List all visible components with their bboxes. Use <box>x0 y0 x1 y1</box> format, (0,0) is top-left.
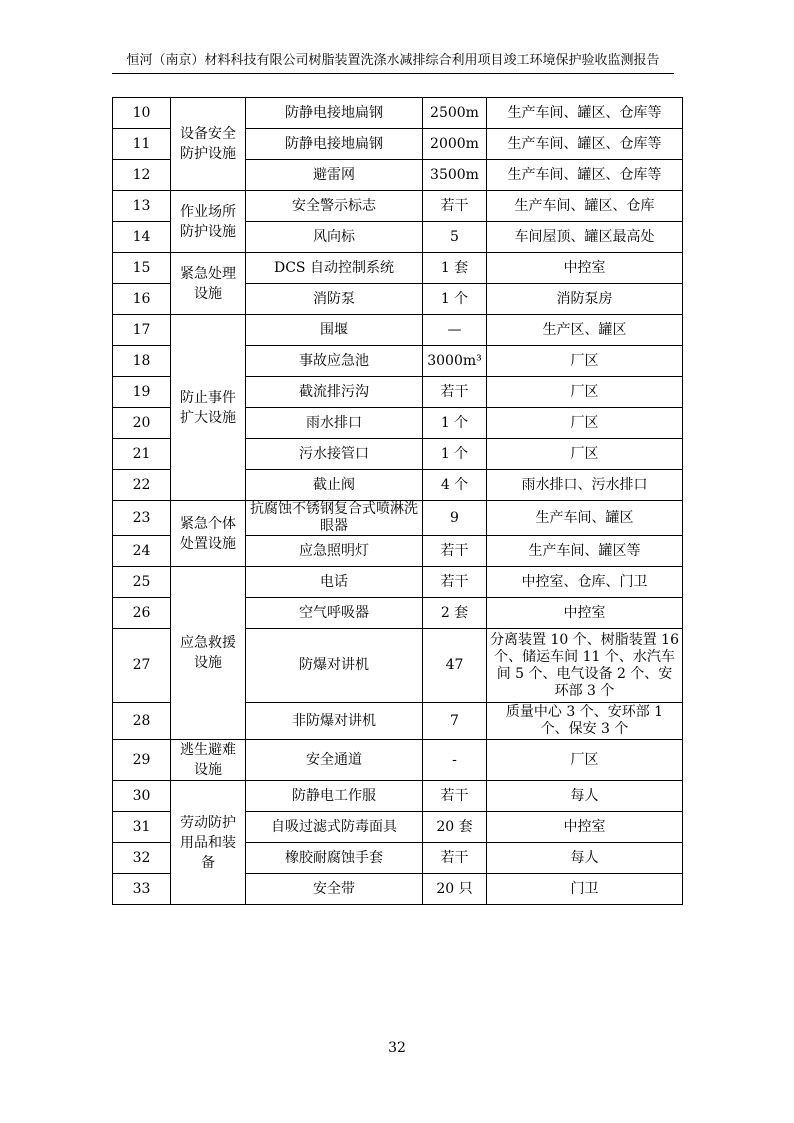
category-cell: 逃生避难设施 <box>171 740 246 781</box>
location-cell: 车间屋顶、罐区最高处 <box>487 222 683 253</box>
category-cell: 劳动防护用品和装备 <box>171 781 246 905</box>
row-number-cell: 27 <box>113 629 171 703</box>
quantity-cell: 1 个 <box>423 439 487 470</box>
row-number-cell: 33 <box>113 874 171 905</box>
quantity-cell: 7 <box>423 703 487 740</box>
quantity-cell: 若干 <box>423 567 487 598</box>
location-cell: 厂区 <box>487 439 683 470</box>
location-cell: 门卫 <box>487 874 683 905</box>
facility-name-cell: 抗腐蚀不锈钢复合式喷淋洗眼器 <box>246 501 423 536</box>
category-cell: 紧急处理设施 <box>171 253 246 315</box>
row-number-cell: 22 <box>113 470 171 501</box>
quantity-cell: - <box>423 740 487 781</box>
location-cell: 每人 <box>487 843 683 874</box>
table-row <box>113 740 683 781</box>
row-number-cell: 25 <box>113 567 171 598</box>
location-cell: 质量中心 3 个、安环部 1 个、保安 3 个 <box>487 703 683 740</box>
location-cell: 生产车间、罐区等 <box>487 536 683 567</box>
row-number-cell: 20 <box>113 408 171 439</box>
quantity-cell: 20 套 <box>423 812 487 843</box>
location-cell: 中控室 <box>487 598 683 629</box>
category-cell: 防止事件扩大设施 <box>171 315 246 501</box>
facility-name-cell: 安全通道 <box>246 740 423 781</box>
facility-name-cell: 围堰 <box>246 315 423 346</box>
facility-name-cell: 自吸过滤式防毒面具 <box>246 812 423 843</box>
quantity-cell: 2 套 <box>423 598 487 629</box>
row-number-cell: 32 <box>113 843 171 874</box>
location-cell: 生产车间、罐区 <box>487 501 683 536</box>
quantity-cell: 2500m <box>423 98 487 129</box>
facility-name-cell: 事故应急池 <box>246 346 423 377</box>
row-number-cell: 23 <box>113 501 171 536</box>
facility-name-cell: 应急照明灯 <box>246 536 423 567</box>
facility-name-cell: 截止阀 <box>246 470 423 501</box>
quantity-cell: 若干 <box>423 536 487 567</box>
quantity-cell: 3500m <box>423 160 487 191</box>
location-cell: 中控室 <box>487 253 683 284</box>
table-row <box>113 315 683 346</box>
quantity-cell: 若干 <box>423 781 487 812</box>
quantity-cell: 2000m <box>423 129 487 160</box>
facility-name-cell: 污水接管口 <box>246 439 423 470</box>
row-number-cell: 24 <box>113 536 171 567</box>
table-row <box>113 191 683 222</box>
table-row <box>113 98 683 129</box>
quantity-cell: 4 个 <box>423 470 487 501</box>
facility-name-cell: 截流排污沟 <box>246 377 423 408</box>
page-number: 32 <box>388 1040 406 1056</box>
location-cell: 中控室、仓库、门卫 <box>487 567 683 598</box>
quantity-cell: 9 <box>423 501 487 536</box>
location-cell: 每人 <box>487 781 683 812</box>
location-cell: 生产车间、罐区、仓库 <box>487 191 683 222</box>
row-number-cell: 12 <box>113 160 171 191</box>
location-cell: 厂区 <box>487 740 683 781</box>
facility-name-cell: 防静电工作服 <box>246 781 423 812</box>
quantity-cell: 47 <box>423 629 487 703</box>
quantity-cell: 若干 <box>423 377 487 408</box>
category-cell: 作业场所防护设施 <box>171 191 246 253</box>
location-cell: 生产车间、罐区、仓库等 <box>487 129 683 160</box>
quantity-cell: 1 个 <box>423 284 487 315</box>
row-number-cell: 16 <box>113 284 171 315</box>
row-number-cell: 26 <box>113 598 171 629</box>
row-number-cell: 31 <box>113 812 171 843</box>
page-header: 恒河（南京）材料科技有限公司树脂装置洗涤水减排综合利用项目竣工环境保护验收监测报告 <box>126 53 660 68</box>
facility-name-cell: 电话 <box>246 567 423 598</box>
facility-name-cell: 避雷网 <box>246 160 423 191</box>
location-cell: 中控室 <box>487 812 683 843</box>
header-rule <box>112 73 674 74</box>
category-cell: 设备安全防护设施 <box>171 98 246 191</box>
row-number-cell: 30 <box>113 781 171 812</box>
table-row <box>113 567 683 598</box>
table-row <box>113 501 683 536</box>
facility-name-cell: 非防爆对讲机 <box>246 703 423 740</box>
category-cell: 紧急个体处置设施 <box>171 501 246 567</box>
location-cell: 分离装置 10 个、树脂装置 16 个、储运车间 11 个、水汽车间 5 个、电气设备 2 个、安环部 3 个 <box>487 629 683 703</box>
facility-name-cell: 防静电接地扁钢 <box>246 129 423 160</box>
facility-name-cell: 安全带 <box>246 874 423 905</box>
safety-facilities-table <box>112 97 683 905</box>
row-number-cell: 29 <box>113 740 171 781</box>
facility-name-cell: 消防泵 <box>246 284 423 315</box>
facility-name-cell: 防爆对讲机 <box>246 629 423 703</box>
row-number-cell: 11 <box>113 129 171 160</box>
quantity-cell: 若干 <box>423 843 487 874</box>
row-number-cell: 10 <box>113 98 171 129</box>
facility-name-cell: 防静电接地扁钢 <box>246 98 423 129</box>
row-number-cell: 13 <box>113 191 171 222</box>
location-cell: 厂区 <box>487 408 683 439</box>
quantity-cell: 1 套 <box>423 253 487 284</box>
location-cell: 雨水排口、污水排口 <box>487 470 683 501</box>
facility-name-cell: 雨水排口 <box>246 408 423 439</box>
row-number-cell: 18 <box>113 346 171 377</box>
row-number-cell: 21 <box>113 439 171 470</box>
row-number-cell: 17 <box>113 315 171 346</box>
location-cell: 消防泵房 <box>487 284 683 315</box>
facility-name-cell: 风向标 <box>246 222 423 253</box>
quantity-cell: 若干 <box>423 191 487 222</box>
quantity-cell: 3000m³ <box>423 346 487 377</box>
table-row <box>113 781 683 812</box>
facility-name-cell: 空气呼吸器 <box>246 598 423 629</box>
location-cell: 厂区 <box>487 346 683 377</box>
facility-name-cell: 橡胶耐腐蚀手套 <box>246 843 423 874</box>
location-cell: 生产车间、罐区、仓库等 <box>487 160 683 191</box>
row-number-cell: 15 <box>113 253 171 284</box>
location-cell: 生产车间、罐区、仓库等 <box>487 98 683 129</box>
row-number-cell: 28 <box>113 703 171 740</box>
row-number-cell: 14 <box>113 222 171 253</box>
quantity-cell: — <box>423 315 487 346</box>
row-number-cell: 19 <box>113 377 171 408</box>
table-row <box>113 253 683 284</box>
facility-name-cell: DCS 自动控制系统 <box>246 253 423 284</box>
location-cell: 厂区 <box>487 377 683 408</box>
facility-name-cell: 安全警示标志 <box>246 191 423 222</box>
quantity-cell: 5 <box>423 222 487 253</box>
category-cell: 应急救援设施 <box>171 567 246 740</box>
location-cell: 生产区、罐区 <box>487 315 683 346</box>
quantity-cell: 1 个 <box>423 408 487 439</box>
quantity-cell: 20 只 <box>423 874 487 905</box>
